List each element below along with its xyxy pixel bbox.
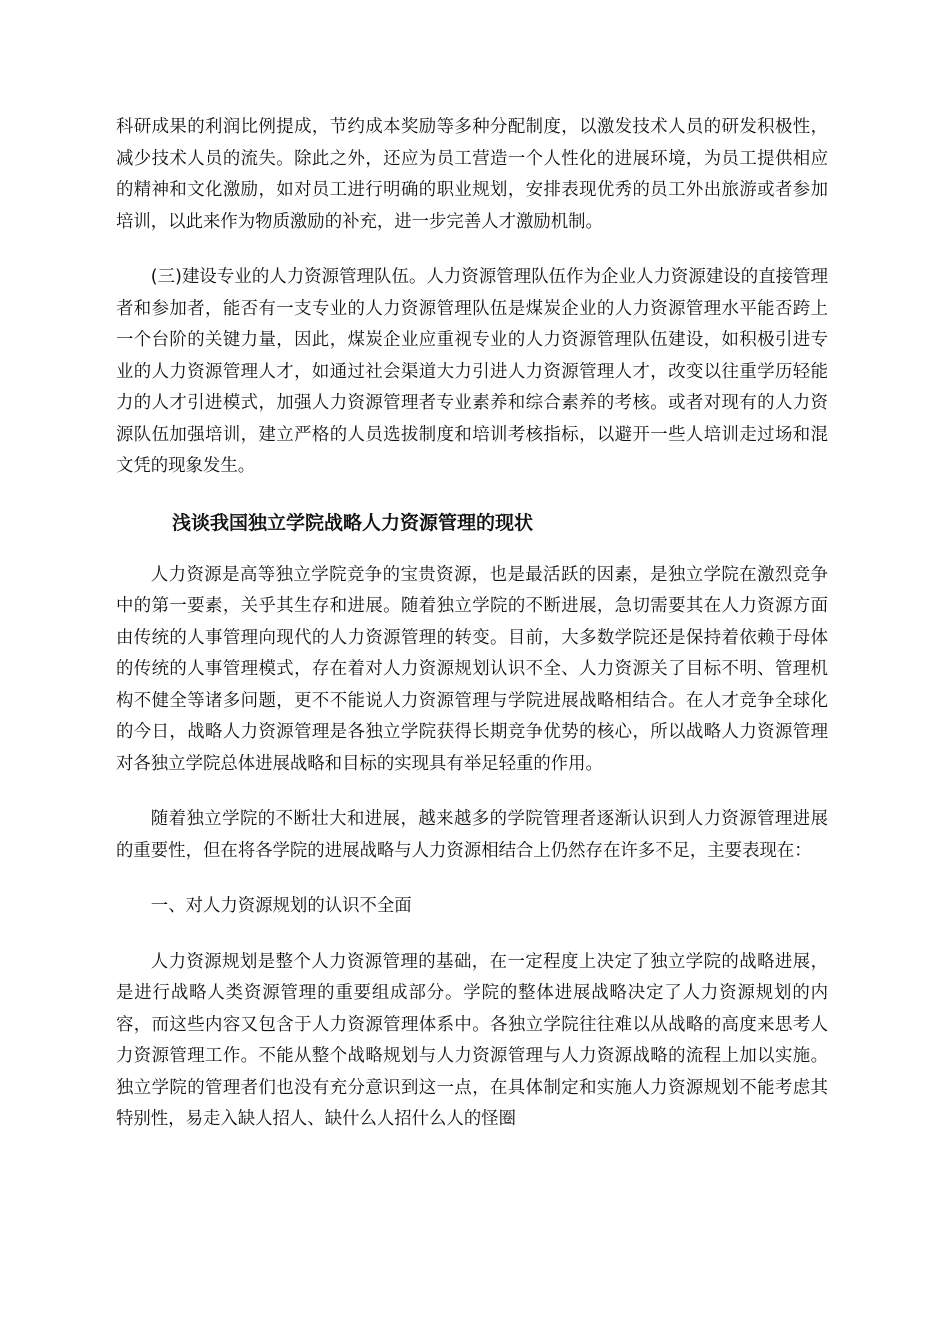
paragraph-planning: 人力资源规划是整个人力资源管理的基础，在一定程度上决定了独立学院的战略进展，是进行战略人类资源管理的重要组成部分。学院的整体进展战略决定了人力资源规划的内容，而这些内容又包含于人力资源管理体系中。各独立学院往往难以从战略的高度来思考人力资源管理工作。不能从整个战略规划与人力资源管理与人力资源战略的流程上加以实施。独立学院的管理者们也没有充分意识到这一点，在具体制定和实施人力资源规划不能考虑其特别性，易走入缺人招人、缺什么人招什么人的怪圈 (116, 951, 828, 1129)
document-page (116, 112, 828, 1136)
paragraph-incentive-continuation: 科研成果的利润比例提成，节约成本奖励等多种分配制度，以激发技术人员的研发积极性，减少技术人员的流失。除此之外，还应为员工营造一个人性化的进展环境，为员工提供相应的精神和文化激励，如对员工进行明确的职业规划，安排表现优秀的员工外出旅游或者参加培训，以此来作为物质激励的补充，进一步完善人才激励机制。 (116, 117, 828, 232)
section-heading: 浅谈我国独立学院战略人力资源管理的现状 (172, 511, 534, 534)
subheading-planning: 一、对人力资源规划的认识不全面 (150, 896, 412, 916)
paragraph-hr-resources: 人力资源是高等独立学院竞争的宝贵资源，也是最活跃的因素，是独立学院在激烈竞争中的第一要素，关乎其生存和进展。随着独立学院的不断进展，急切需要其在人力资源方面由传统的人事管理向现代的人力资源管理的转变。目前，大多数学院还是保持着依赖于母体的传统的人事管理模式，存在着对人力资源规划认识不全、人力资源关了目标不明、管理机构不健全等诸多问题，更不不能说人力资源管理与学院进展战略相结合。在人才竞争全球化的今日，战略人力资源管理是各独立学院获得长期竞争优势的核心，所以战略人力资源管理对各独立学院总体进展战略和目标的实现具有举足轻重的作用。 (116, 564, 828, 774)
paragraph-development: 随着独立学院的不断壮大和进展，越来越多的学院管理者逐渐认识到人力资源管理进展的重要性，但在将各学院的进展战略与人力资源相结合上仍然存在许多不足，主要表现在： (116, 809, 828, 861)
paragraph-hr-team: (三)建设专业的人力资源管理队伍。人力资源管理队伍作为企业人力资源建设的直接管理者和参加者，能否有一支专业的人力资源管理队伍是煤炭企业的人力资源管理水平能否跨上一个台阶的关键力量，因此，煤炭企业应重视专业的人力资源管理队伍建设，如积极引进专业的人力资源管理人才，如通过社会渠道大力引进人力资源管理人才，改变以往重学历轻能力的人才引进模式，加强人力资源管理者专业素养和综合素养的考核。或者对现有的人力资源队伍加强培训，建立严格的人员选拔制度和培训考核指标，以避开一些人培训走过场和混文凭的现象发生。 (116, 267, 828, 476)
